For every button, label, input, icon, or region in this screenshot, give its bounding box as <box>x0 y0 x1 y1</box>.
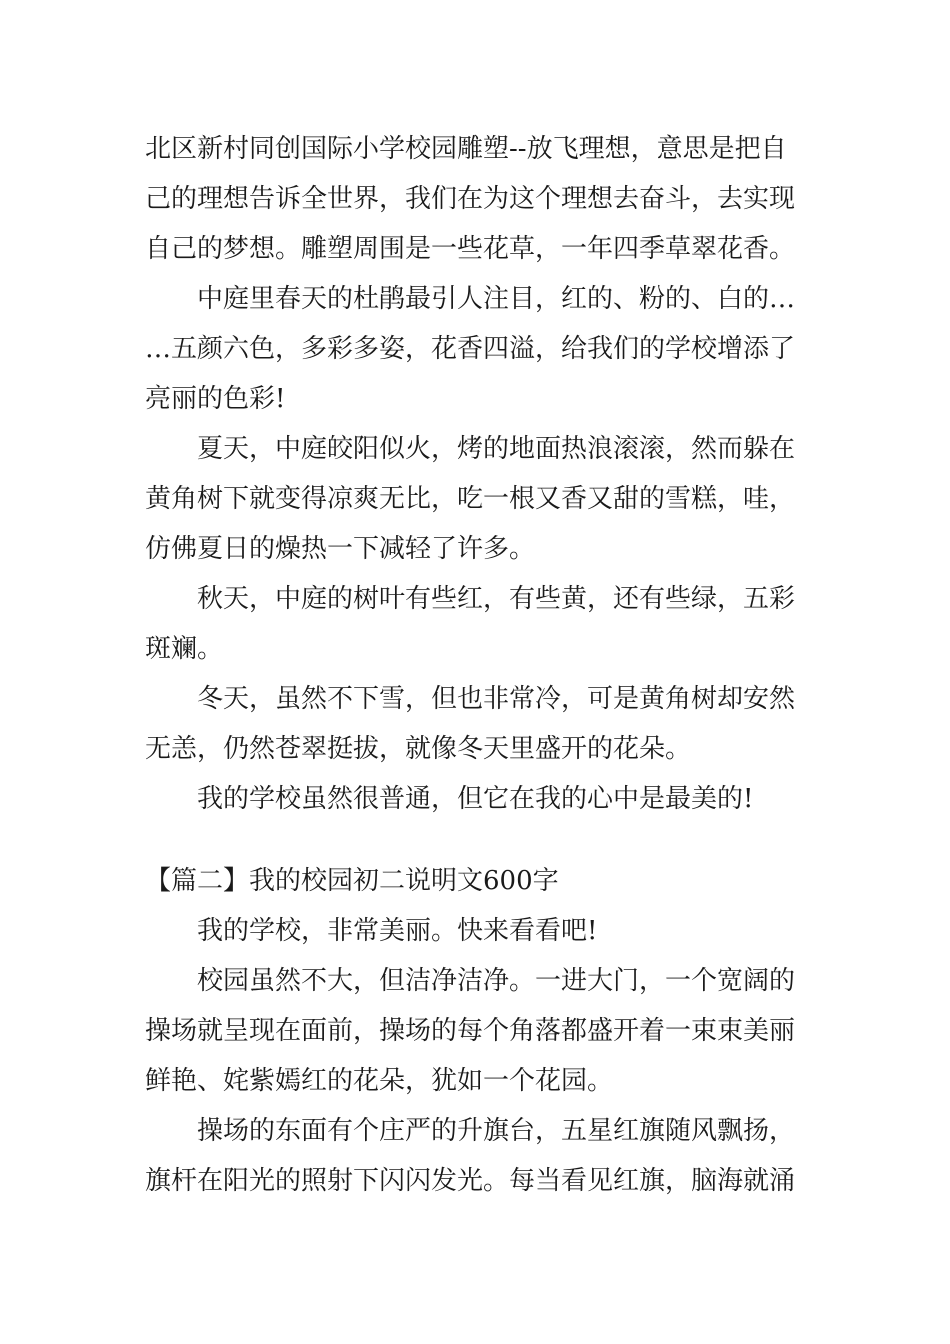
text-line: 亮丽的色彩! <box>145 384 286 414</box>
text-line: 鲜艳、姹紫嫣红的花朵，犹如一个花园。 <box>145 1066 614 1096</box>
section-gap <box>145 824 810 856</box>
text-line: 无恙，仍然苍翠挺拔，就像冬天里盛开的花朵。 <box>145 734 692 764</box>
document-body <box>145 124 810 1206</box>
text-line: 我的学校虽然很普通，但它在我的心中是最美的! <box>197 784 754 814</box>
text-line: 冬天，虽然不下雪，但也非常冷，可是黄角树却安然 <box>197 684 796 714</box>
text-line: 自己的梦想。雕塑周围是一些花草，一年四季草翠花香。 <box>145 234 796 264</box>
text-line: …五颜六色，多彩多姿，花香四溢，给我们的学校增添了 <box>145 334 796 364</box>
text-line: 斑斓。 <box>145 634 224 664</box>
text-line: 北区新村同创国际小学校园雕塑--放飞理想，意思是把自 <box>145 134 787 164</box>
section-heading: 【篇二】我的校园初二说明文600字 <box>145 866 559 896</box>
text-line: 操场的东面有个庄严的升旗台，五星红旗随风飘扬， <box>197 1116 796 1146</box>
text-line: 仿佛夏日的燥热一下减轻了许多。 <box>145 534 536 564</box>
text-line: 操场就呈现在面前，操场的每个角落都盛开着一束束美丽 <box>145 1016 796 1046</box>
text-line: 秋天，中庭的树叶有些红，有些黄，还有些绿，五彩 <box>197 584 796 614</box>
text-line: 己的理想告诉全世界，我们在为这个理想去奋斗，去实现 <box>145 184 796 214</box>
text-line: 黄角树下就变得凉爽无比，吃一根又香又甜的雪糕，哇， <box>145 484 796 514</box>
text-line: 我的学校，非常美丽。快来看看吧! <box>197 916 598 946</box>
text-line: 校园虽然不大，但洁净洁净。一进大门，一个宽阔的 <box>197 966 796 996</box>
text-line: 中庭里春天的杜鹃最引人注目，红的、粉的、白的… <box>197 284 796 314</box>
text-line: 旗杆在阳光的照射下闪闪发光。每当看见红旗，脑海就涌 <box>145 1166 796 1196</box>
text-line: 夏天，中庭皎阳似火，烤的地面热浪滚滚，然而躲在 <box>197 434 796 464</box>
